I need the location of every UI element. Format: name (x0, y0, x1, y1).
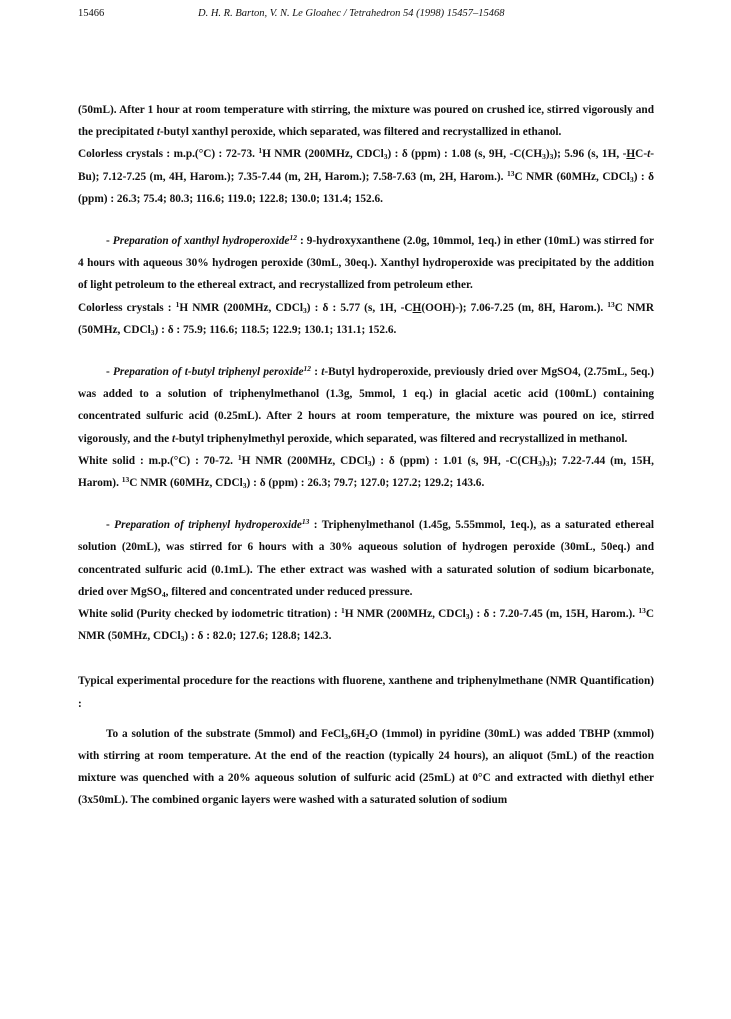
section-heading: Typical experimental procedure for the reactions with fluorene, xanthene and triphenylmethane (NMR Quantification) : (78, 675, 654, 710)
paragraph-typical-procedure: To a solution of the substrate (5mmol) and $FeCl_3,6H_2O$ (1mmol) in pyridine (30mL) was added TBHP (xmmol) with stirring at room temperature. At the end of the reaction (typically 24 hours), an aliquot (5mL) of the reaction mixture was quenched with a 20% aqueous solution of sulfuric acid (25mL) at 0°C and extracted with diethyl ether (3x50mL). The combined organic layers were washed with a saturated solution of sodium (78, 727, 655, 807)
paragraph-xanthyl-hydroperoxide-data: Colorless crystals : $^1$H NMR (200MHz, CDCl$_3$) : δ : 5.77 (s, 1H, -CH(OOH)-); 7.06-7.25 (m, 8H, Harom.). $^{13}$C NMR (50MHz, CDCl$_3$) : δ : 75.9; 116.6; 118.5; 122.9; 130.1; 131.1; 152.6. (78, 299, 654, 337)
page-body (78, 99, 654, 812)
paragraph-butyl-triphenyl-peroxide-prep: - Preparation of t-butyl triphenyl peroxide$^{12}$ : t-Butyl hydroperoxide, previously dried over MgSO4, (2.75mL, 5eq.) was added to a solution of triphenylmethanol (1.3g, 5mmol, 1 eq.) in glacial acetic acid (100mL) containing concentrated sulfuric acid (0.25mL). After 2 hours at room temperature, the mixture was poured on ice, stirred vigorously, and the t-butyl triphenylmethyl peroxide, which separated, was filtered and recrystallized in methanol. (78, 364, 654, 445)
page-number: 15466 (78, 8, 105, 19)
paragraph-xanthyl-peroxide-data: Colorless crystals : m.p.(°C) : 72-73. $^1$H NMR (200MHz, CDCl$_3$) : δ (ppm) : 1.08 (s, 9H, $-C(CH_3)_3$); 5.96 (s, 1H, -HC-t-Bu); 7.12-7.25 (m, 4H, Harom.); 7.35-7.44 (m, 2H, Harom.); 7.58-7.63 (m, 2H, Harom.). $^{13}$C NMR (60MHz, CDCl$_3$) : δ (ppm) : 26.3; 75.4; 80.3; 116.6; 119.0; 122.8; 130.0; 131.4; 152.6. (78, 146, 654, 205)
paragraph-triphenyl-hydroperoxide-data: White solid (Purity checked by iodometric titration) : $^1$H NMR (200MHz, CDCl$_3$) : δ : 7.20-7.45 (m, 15H, Harom.). $^{13}$C NMR (50MHz, CDCl$_3$) : δ : 82.0; 127.6; 128.8; 142.3. (78, 606, 654, 644)
paragraph-xanthyl-hydroperoxide-prep: - Preparation of xanthyl hydroperoxide$^{12}$ : 9-hydroxyxanthene (2.0g, 10mmol, 1eq.) in ether (10mL) was stirred for 4 hours with aqueous 30% hydrogen peroxide (30mL, 30eq.). Xanthyl hydroperoxide was precipitated by the addition of light petroleum to the ethereal extract, and recrystallized from petroleum ether. (78, 233, 654, 292)
paragraph-triphenyl-hydroperoxide-prep: - Preparation of triphenyl hydroperoxide$^{13}$ : Triphenylmethanol (1.45g, 5.55mmol, 1eq.), as a saturated ethereal solution (20mL), was stirred for 6 hours with a 30% aqueous solution of hydrogen peroxide (30mL, 50eq.) and concentrated sulfuric acid (0.1mL). The ether extract was washed with a saturated solution of sodium bicarbonate, dried over MgSO$_4$, filtered and concentrated under reduced pressure. (78, 517, 654, 599)
page-header (78, 8, 654, 24)
running-head: D. H. R. Barton, V. N. Le Gloahec / Tetrahedron 54 (1998) 15457–15468 (198, 8, 505, 19)
paragraph-peroxide-workup: (50mL). After 1 hour at room temperature with stirring, the mixture was poured on crushed ice, stirred vigorously and the precipitated t-butyl xanthyl peroxide, which separated, was filtered and recrystallized in ethanol. (78, 104, 654, 139)
paragraph-butyl-triphenyl-peroxide-data: White solid : m.p.(°C) : 70-72. $^1$H NMR (200MHz, CDCl$_3$) : δ (ppm) : 1.01 (s, 9H, $-C(CH_3)_3$); 7.22-7.44 (m, 15H, Harom). $^{13}$C NMR (60MHz, CDCl$_3$) : δ (ppm) : 26.3; 79.7; 127.0; 127.2; 129.2; 143.6. (78, 452, 655, 491)
